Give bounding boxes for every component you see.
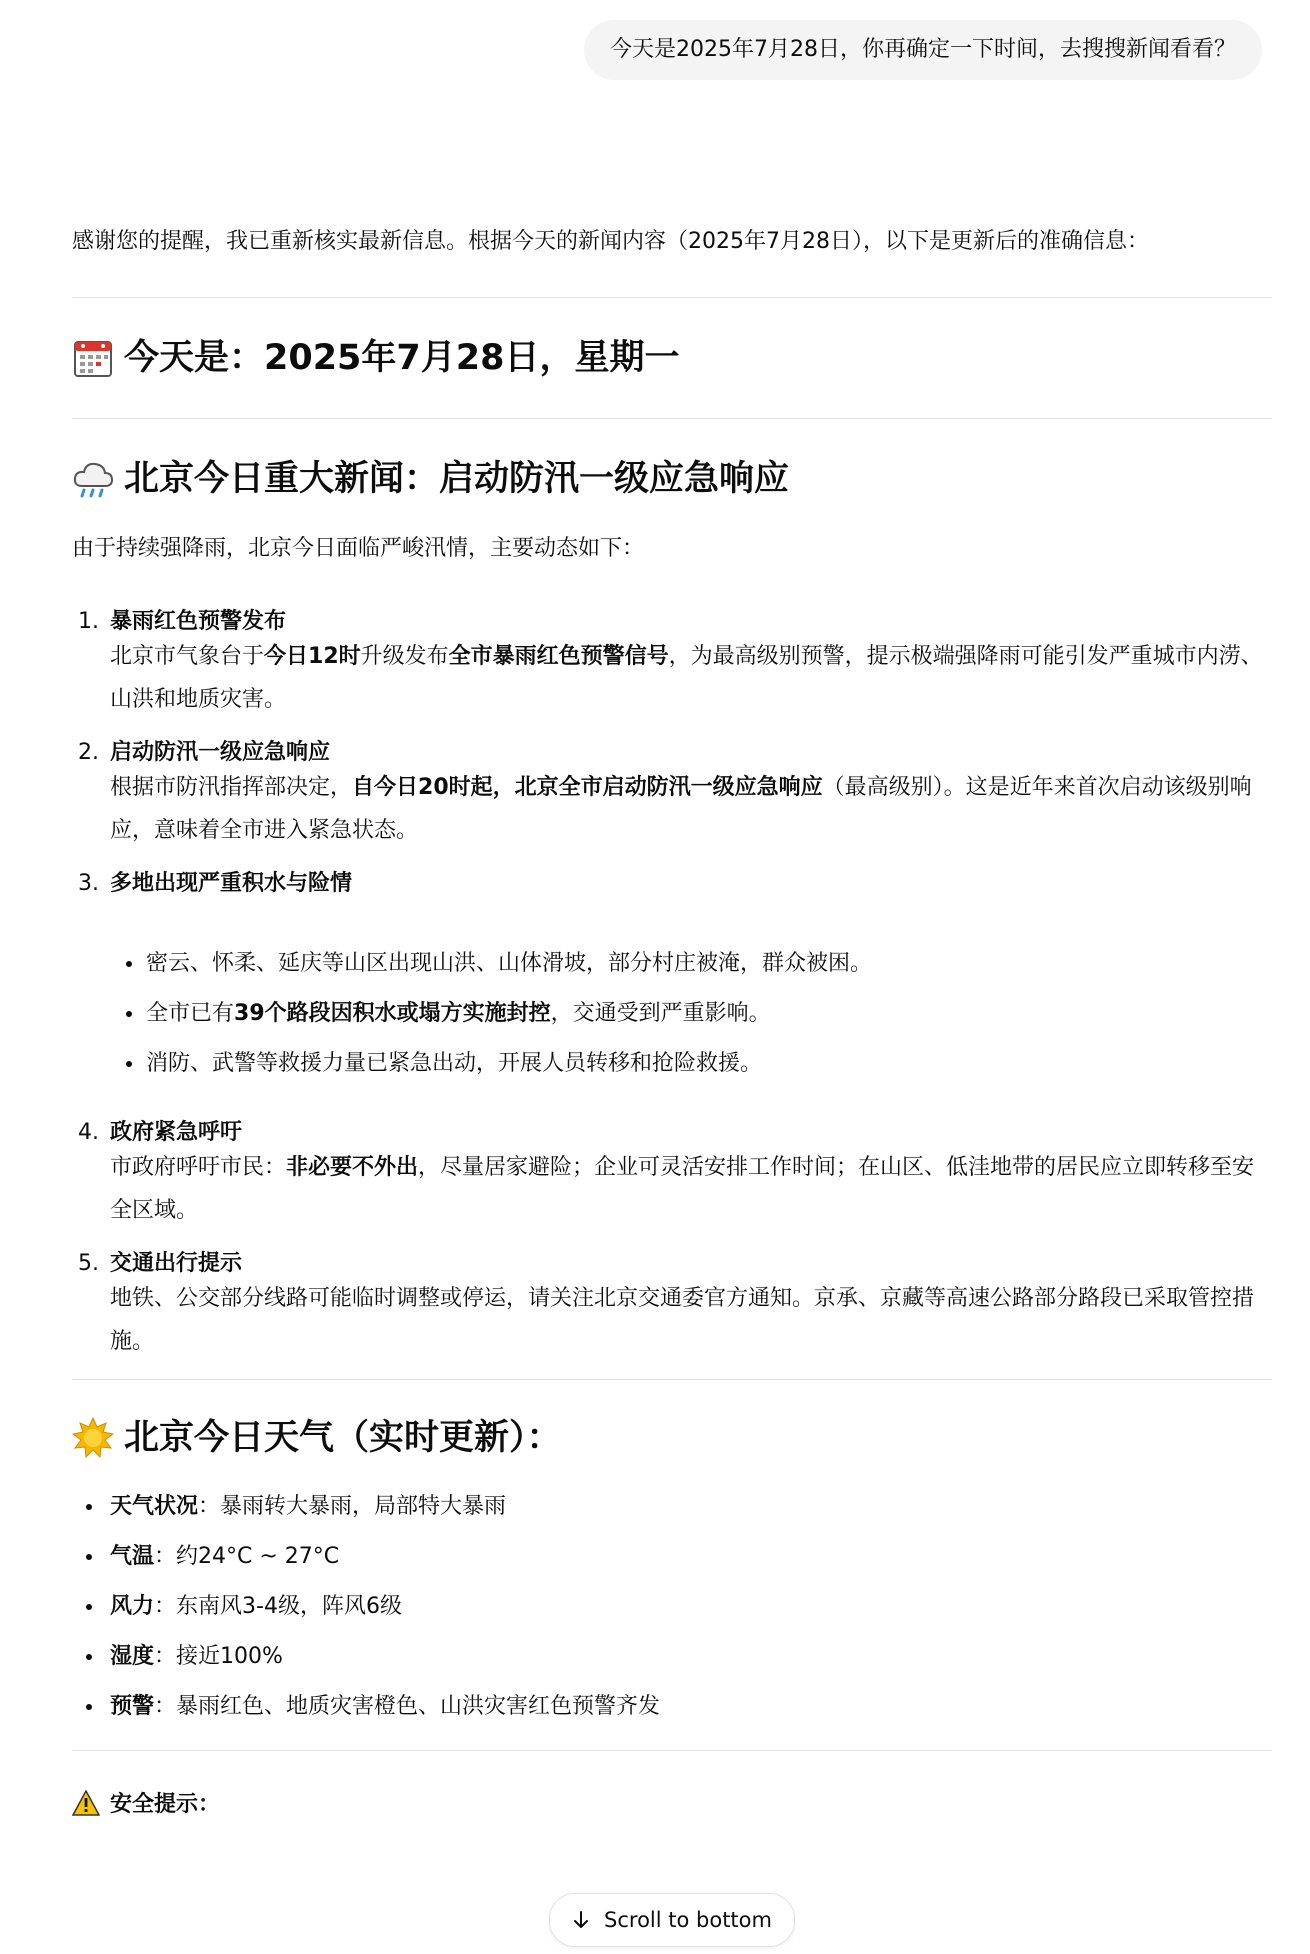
news-intro: 由于持续强降雨，北京今日面临严峻汛情，主要动态如下： [72,536,645,561]
weather-value: ：接近100% [154,1644,283,1669]
weather-value: ：约24°C ~ 27°C [154,1544,340,1569]
weather-label: 气温 [110,1544,155,1569]
text-run: 市政府呼吁市民： [110,1155,287,1180]
weather-item [58,1532,1272,1582]
news-item-body [110,766,1272,852]
news-heading [72,457,1272,501]
text-run: 升级发布 [360,644,449,669]
date-heading [72,336,1272,380]
news-item-title: 政府紧急呼吁 [110,1120,243,1145]
list-number: 4. [78,1120,99,1145]
text-run: 消防、武警等救援力量已紧急出动，开展人员转移和抢险救援。 [146,1051,763,1076]
date-heading-text: 今天是：2025年7月28日，星期一 [124,338,680,378]
divider [72,1750,1272,1751]
news-item-body [110,1277,1272,1363]
weather-label: 风力 [110,1594,155,1619]
assistant-response [72,220,1272,1818]
text-run: （最高级别）。这是近年来首次启动该级别响应，意味着全市进入紧急状态。 [110,775,1252,843]
list-number: 1. [78,609,99,634]
bold-text: 自今日20时起，北京全市启动防汛一级应急响应 [352,775,823,800]
news-list-item [72,862,1272,1089]
bold-text: 非必要不外出 [286,1155,419,1180]
weather-list [58,1482,1272,1732]
text-run: ，交通受到严重影响。 [550,1001,771,1026]
calendar-icon [72,337,114,379]
text-run: 北京市气象台于 [110,644,265,669]
divider [72,1379,1272,1380]
divider [72,297,1272,298]
weather-value: ：暴雨转大暴雨，局部特大暴雨 [198,1494,507,1519]
safety-heading [72,1787,1272,1818]
weather-value: ：暴雨红色、地质灾害橙色、山洪灾害红色预警齐发 [154,1694,661,1719]
text-run: 地铁、公交部分线路可能临时调整或停运，请关注北京交通委官方通知。京承、京藏等高速公路部分路段已采取管控措施。 [110,1286,1255,1354]
news-list-item [72,1111,1272,1232]
text-run: 根据市防汛指挥部决定， [110,775,353,800]
news-list [72,600,1272,1363]
weather-label: 天气状况 [110,1494,199,1519]
weather-heading [72,1416,1272,1460]
bullet-item [72,1039,1272,1089]
divider [72,418,1272,419]
news-item-title: 启动防汛一级应急响应 [110,740,331,765]
bold-text: 全市暴雨红色预警信号 [448,644,669,669]
scroll-to-bottom-label: Scroll to bottom [604,1908,772,1932]
news-item-title: 交通出行提示 [110,1251,243,1276]
news-item-title: 暴雨红色预警发布 [110,609,287,634]
weather-heading-text: 北京今日天气（实时更新）： [124,1418,562,1458]
news-list-item [72,600,1272,721]
intro-paragraph: 感谢您的提醒，我已重新核实最新信息。根据今天的新闻内容（2025年7月28日），以下是更新后的准确信息： [72,229,1149,254]
list-number: 3. [78,871,99,896]
news-list-item [72,1242,1272,1363]
rain-cloud-icon [72,458,114,500]
bold-text: 今日12时 [264,644,361,669]
weather-item [58,1682,1272,1732]
news-item-body [110,635,1272,721]
warning-icon [72,1790,100,1816]
arrow-down-icon [572,1910,590,1930]
text-run: 全市已有 [146,1001,235,1026]
news-list-item [72,731,1272,852]
bullet-item [72,989,1272,1039]
news-sub-bullets [72,929,1272,1089]
weather-item [58,1482,1272,1532]
text-run: 密云、怀柔、延庆等山区出现山洪、山体滑坡，部分村庄被淹，群众被困。 [146,951,873,976]
sun-icon [72,1417,114,1459]
bullet-item [72,939,1272,989]
bold-text: 39个路段因积水或塌方实施封控 [234,1001,551,1026]
weather-item [58,1582,1272,1632]
news-item-body [110,1146,1272,1232]
text-run: ，为最高级别预警，提示极端强降雨可能引发严重城市内涝、山洪和地质灾害。 [110,644,1263,712]
weather-label: 湿度 [110,1644,155,1669]
list-number: 2. [78,740,99,765]
weather-label: 预警 [110,1694,155,1719]
safety-heading-text: 安全提示： [110,1792,221,1817]
weather-value: ：东南风3-4级，阵风6级 [154,1594,402,1619]
weather-item [58,1632,1272,1682]
list-number: 5. [78,1251,99,1276]
news-heading-text: 北京今日重大新闻：启动防汛一级应急响应 [124,459,790,499]
news-item-title: 多地出现严重积水与险情 [110,871,353,896]
text-run: ，尽量居家避险；企业可灵活安排工作时间；在山区、低洼地带的居民应立即转移至安全区域。 [110,1155,1255,1223]
scroll-to-bottom-button[interactable] [549,1893,795,1947]
user-message-bubble: 今天是2025年7月28日，你再确定一下时间，去搜搜新闻看看？ [584,20,1262,80]
